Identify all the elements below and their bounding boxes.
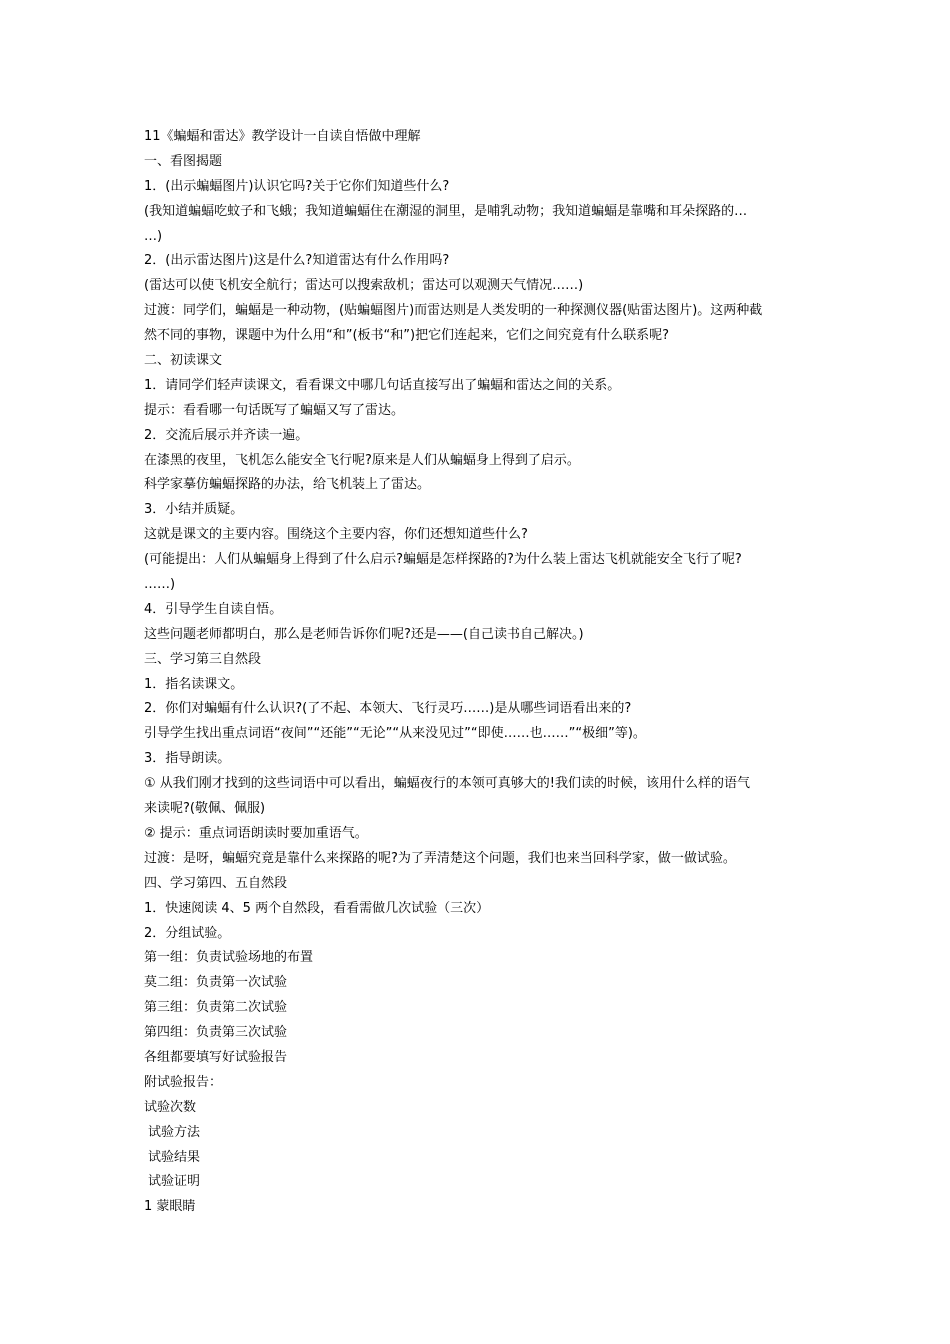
paragraph-line: 莫二组：负责第一次试验	[144, 975, 288, 991]
paragraph-line: 2．(出示雷达图片)这是什么?知道雷达有什么作用吗?	[144, 253, 450, 269]
paragraph-line: (雷达可以使飞机安全航行；雷达可以搜索敌机；雷达可以观测天气情况……)	[144, 278, 584, 294]
section-heading: 二、初读课文	[144, 353, 223, 369]
paragraph-line: 1．(出示蝙蝠图片)认识它吗?关于它你们知道些什么?	[144, 178, 450, 194]
paragraph-line: 引导学生找出重点词语“夜间”“还能”“无论”“从来没见过”“即使……也……”“极细”等)。	[144, 726, 646, 742]
paragraph-line: 3．小结并质疑。	[144, 502, 244, 518]
paragraph-line: 在漆黑的夜里，飞机怎么能安全飞行呢?原来是人们从蝙蝠身上得到了启示。	[144, 452, 580, 468]
report-field-trial-number: 试验次数	[144, 1099, 197, 1115]
paragraph-line: 然不同的事物，课题中为什么用“和”(板书“和”)把它们连起来，它们之间究竟有什么联系呢?	[144, 328, 669, 344]
paragraph-line: 第三组：负责第二次试验	[144, 1000, 288, 1016]
paragraph-line: (可能提出：人们从蝙蝠身上得到了什么启示?蝙蝠是怎样探路的?为什么装上雷达飞机就能安全飞行了呢?	[144, 552, 742, 568]
paragraph-line: 第四组：负责第三次试验	[144, 1025, 288, 1041]
paragraph-line: 各组都要填写好试验报告	[144, 1049, 288, 1065]
paragraph-line: 第一组：负责试验场地的布置	[144, 950, 314, 966]
paragraph-line: 提示：看看哪一句话既写了蝙蝠又写了雷达。	[144, 402, 405, 418]
paragraph-line: 科学家摹仿蝙蝠探路的办法，给飞机装上了雷达。	[144, 477, 431, 493]
paragraph-line: ② 提示：重点词语朗读时要加重语气。	[144, 825, 368, 841]
paragraph-line: 1．快速阅读 4、5 两个自然段，看看需做几次试验（三次）	[144, 900, 490, 916]
paragraph-line: 这些问题老师都明白，那么是老师告诉你们呢?还是——(自己读书自己解决。)	[144, 626, 584, 642]
paragraph-line: 4．引导学生自读自悟。	[144, 601, 283, 617]
paragraph-line: 1．请同学们轻声读课文，看看课文中哪几句话直接写出了蝙蝠和雷达之间的关系。	[144, 377, 621, 393]
paragraph-line: …)	[144, 228, 163, 244]
paragraph-line: 3．指导朗读。	[144, 751, 231, 767]
paragraph-line: 附试验报告：	[144, 1074, 223, 1090]
paragraph-line: (我知道蝙蝠吃蚊子和飞蛾；我知道蝙蝠住在潮湿的洞里，是哺乳动物；我知道蝙蝠是靠嘴和耳朵探路的…	[144, 203, 748, 219]
paragraph-line: 2．交流后展示并齐读一遍。	[144, 427, 309, 443]
paragraph-line: 2．分组试验。	[144, 925, 231, 941]
paragraph-line: 这就是课文的主要内容。围绕这个主要内容，你们还想知道些什么?	[144, 527, 528, 543]
report-field-method: 试验方法	[148, 1124, 201, 1140]
report-field-proof: 试验证明	[148, 1174, 201, 1190]
paragraph-line: 2．你们对蝙蝠有什么认识?(了不起、本领大、飞行灵巧……)是从哪些词语看出来的?	[144, 701, 632, 717]
section-heading: 四、学习第四、五自然段	[144, 875, 288, 891]
report-row: 1 蒙眼睛	[144, 1199, 196, 1215]
section-heading: 一、看图揭题	[144, 153, 223, 169]
paragraph-line: ① 从我们刚才找到的这些词语中可以看出，蝙蝠夜行的本领可真够大的!我们读的时候，该用什么样的语气	[144, 776, 750, 792]
section-heading: 三、学习第三自然段	[144, 651, 262, 667]
paragraph-line: 1．指名读课文。	[144, 676, 244, 692]
report-field-result: 试验结果	[148, 1149, 201, 1165]
paragraph-line: 过渡：是呀，蝙蝠究竟是靠什么来探路的呢?为了弄清楚这个问题，我们也来当回科学家，做一做试验。	[144, 850, 736, 866]
paragraph-line: ……)	[144, 577, 176, 593]
document-title: 11《蝙蝠和雷达》教学设计一自读自悟做中理解	[144, 129, 421, 144]
paragraph-line: 来读呢?(敬佩、佩服)	[144, 801, 266, 817]
paragraph-line: 过渡：同学们，蝙蝠是一种动物，(贴蝙蝠图片)而雷达则是人类发明的一种探测仪器(贴雷达图片)。这两种截	[144, 303, 763, 319]
document-body	[144, 125, 812, 1220]
